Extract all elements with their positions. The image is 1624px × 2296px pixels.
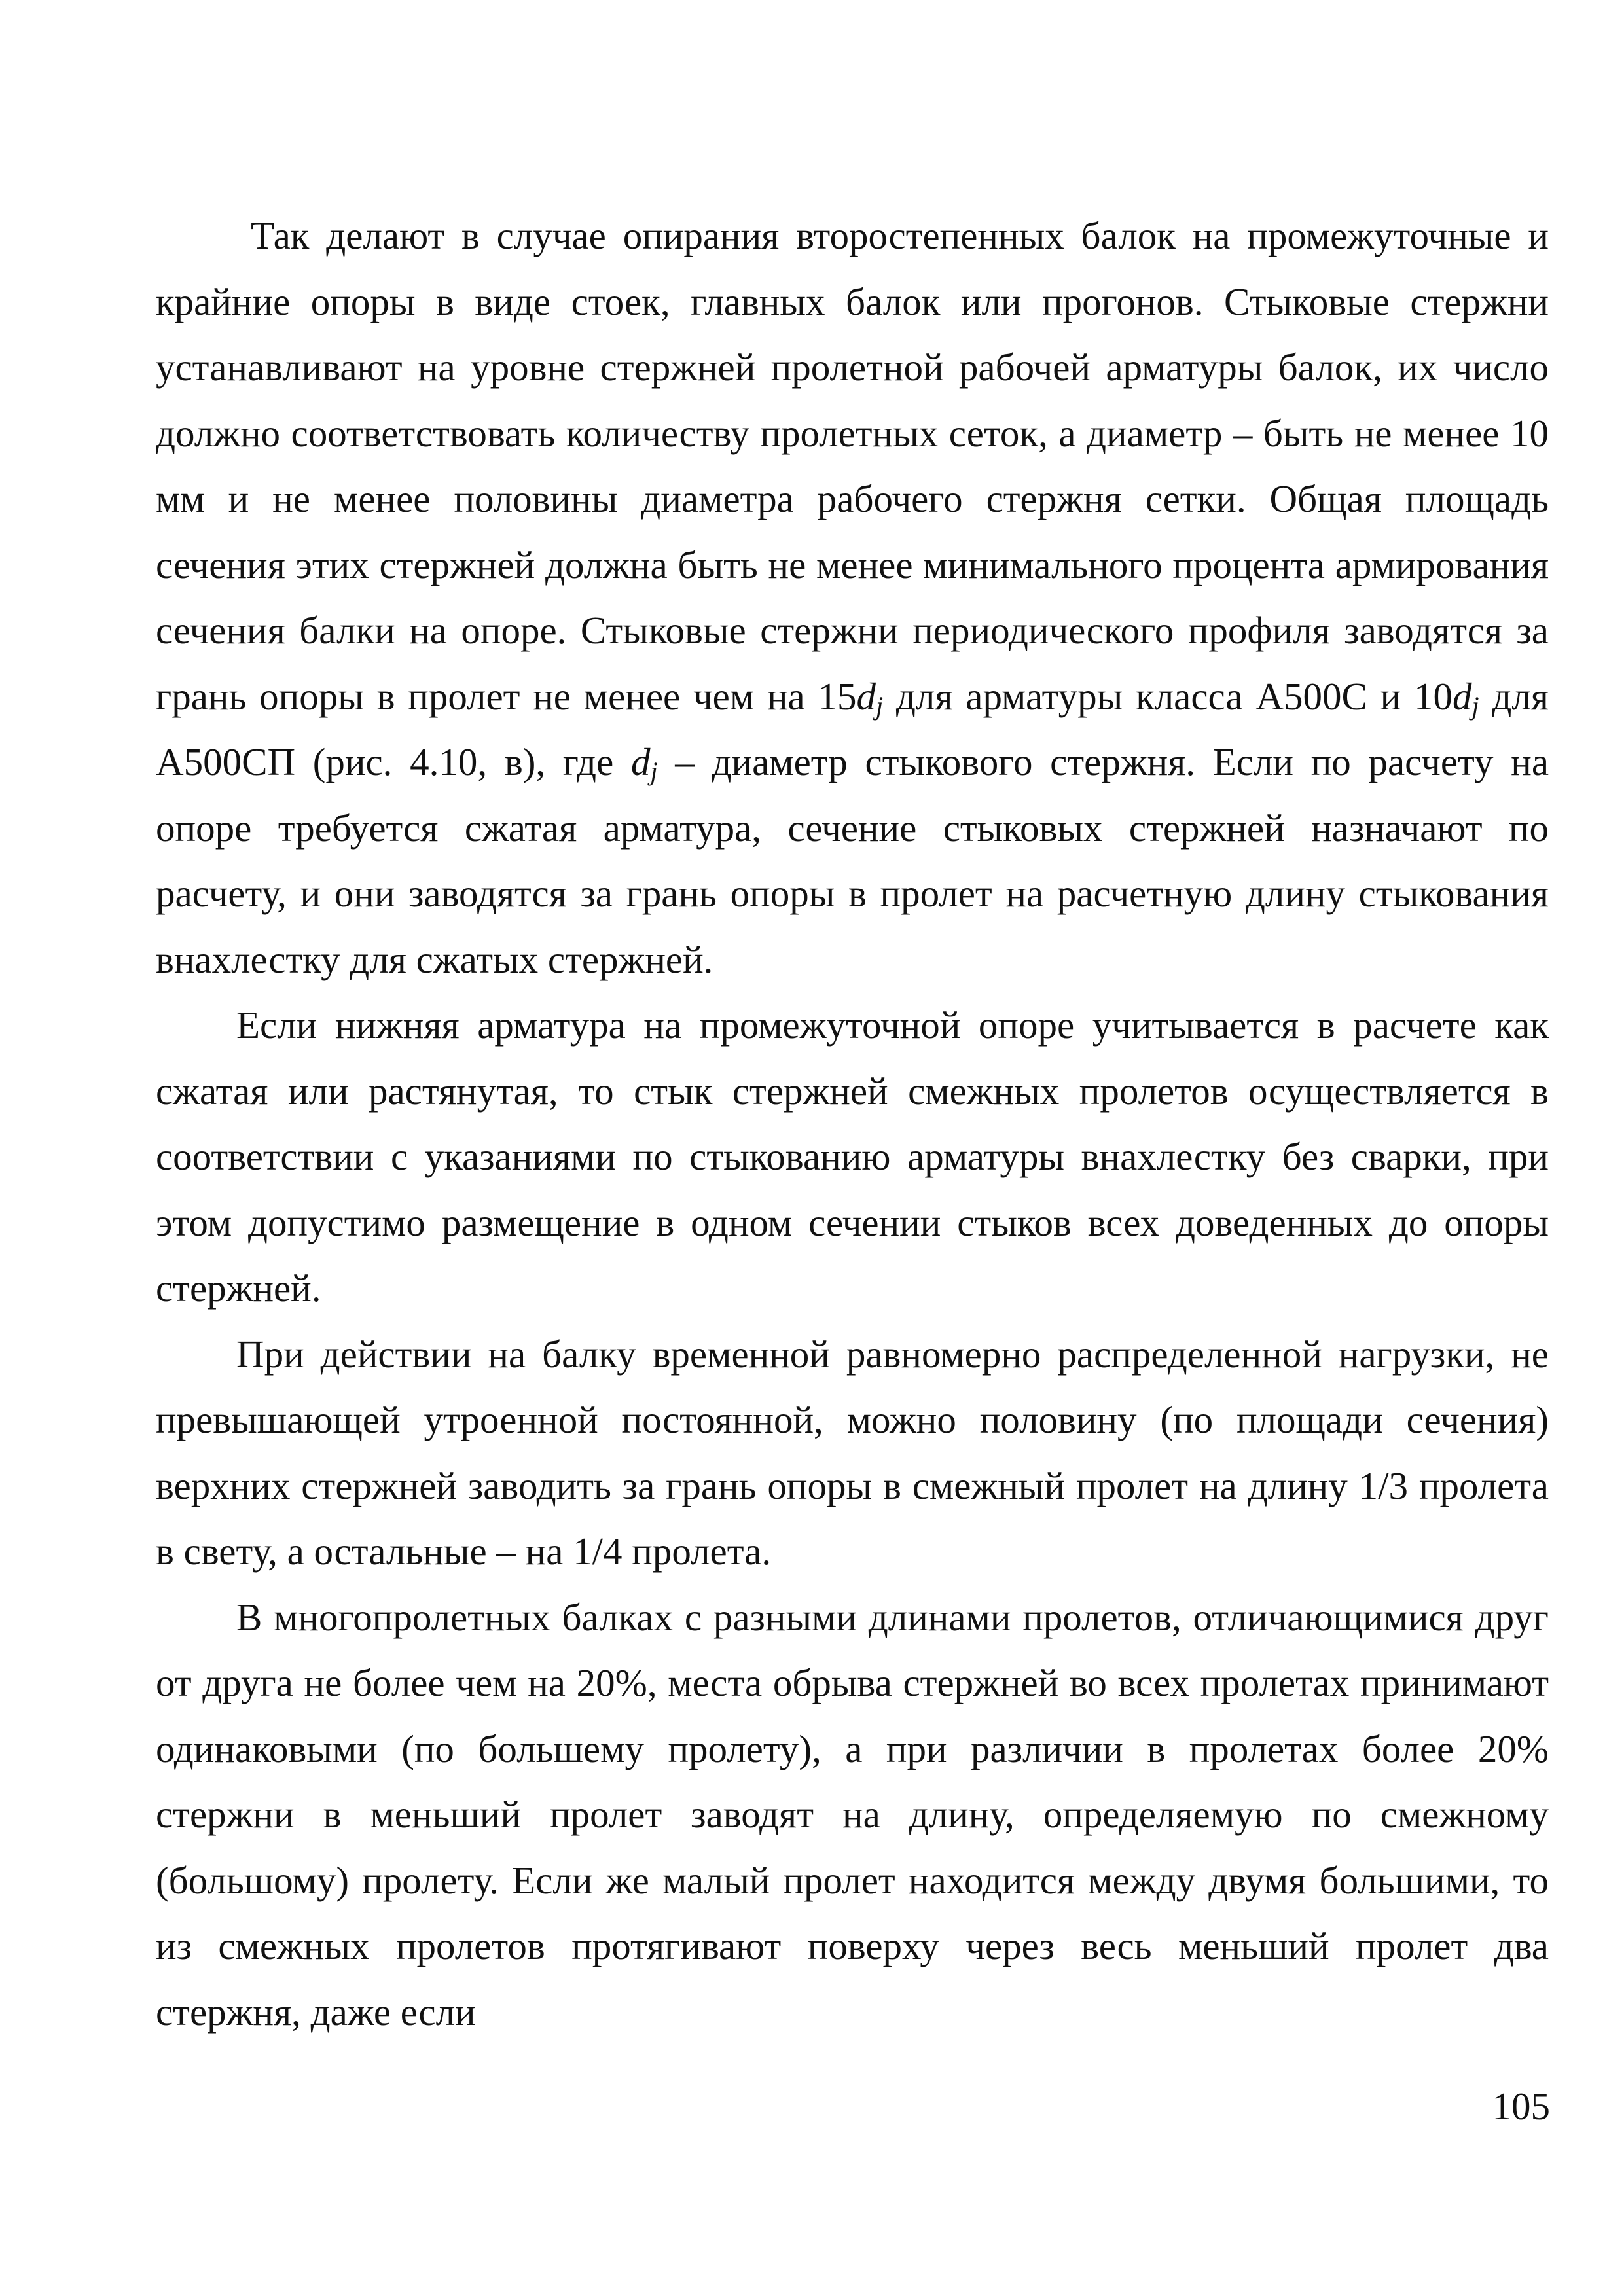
paragraph-1-text-d: – диаметр стыкового стержня. Если по расчету на опоре требуется сжатая арматура, сечение стыковых стержней назначают по расчету, и они заводятся за грань опоры в пролет на расчетную длину стыкования внахлестку для сжатых стержней. (156, 740, 1549, 981)
formula-variable-d: d (1453, 674, 1472, 718)
paragraph-1-text-c: для А500СП (рис. 4.10, в), где (156, 674, 1549, 783)
paragraph-3: При действии на балку временной равномерно распределенной нагрузки, не превышающей утроенной постоянной, можно половину (по площади сечения) верхних стержней заводить за грань опоры в смежный пролет на длину 1/3 пролета в свету, а остальные – на 1/4 пролета. (156, 1332, 1549, 1573)
page-body (156, 203, 1549, 2045)
paragraph-2: Если нижняя арматура на промежуточной опоре учитывается в расчете как сжатая или растянутая, то стык стержней смежных пролетов осуществляется в соответствии с указаниями по стыкованию арматуры внахлестку без сварки, при этом допустимо размещение в одном сечении стыков всех доведенных до опоры стержней. (156, 1003, 1549, 1310)
formula-coefficient-15: 15 (818, 674, 857, 718)
formula-subscript-j: j (1471, 691, 1479, 721)
paragraph-1-text-b: для арматуры класса А500С и (883, 674, 1414, 718)
formula-subscript-j: j (876, 691, 884, 721)
formula-subscript-j: j (650, 757, 658, 786)
formula-variable-d: d (630, 740, 651, 783)
paragraph-1-text-a: Так делают в случае опирания второстепенных балок на промежуточные и крайние опоры в виде стоек, главных балок или прогонов. Стыковые стержни устанавливают на уровне стержней пролетной рабочей арматуры балок, их число должно соответствовать количеству пролетных сеток, а диаметр – быть не менее 10 мм и не менее половины диаметра рабочего стержня сетки. Общая площадь сечения этих стержней должна быть не менее минимального процента армирования сечения балки на опоре. Стыковые стержни периодического профиля заводятся за грань опоры в пролет не менее чем на (156, 214, 1549, 718)
paragraph-4: В многопролетных балках с разными длинами пролетов, отличающимися друг от друга не более чем на 20%, места обрыва стержней во всех пролетах принимают одинаковыми (по большему пролету), а при различии в пролетах более 20% стержни в меньший пролет заводят на длину, определяемую по смежному (большому) пролету. Если же малый пролет находится между двумя большими, то из смежных пролетов протягивают поверху через весь меньший пролет два стержня, даже если (156, 1595, 1549, 2034)
formula-variable-d: d (856, 674, 876, 718)
formula-coefficient-10: 10 (1414, 674, 1453, 718)
page-number: 105 (1492, 2085, 1550, 2128)
paragraph-1 (156, 203, 1549, 992)
